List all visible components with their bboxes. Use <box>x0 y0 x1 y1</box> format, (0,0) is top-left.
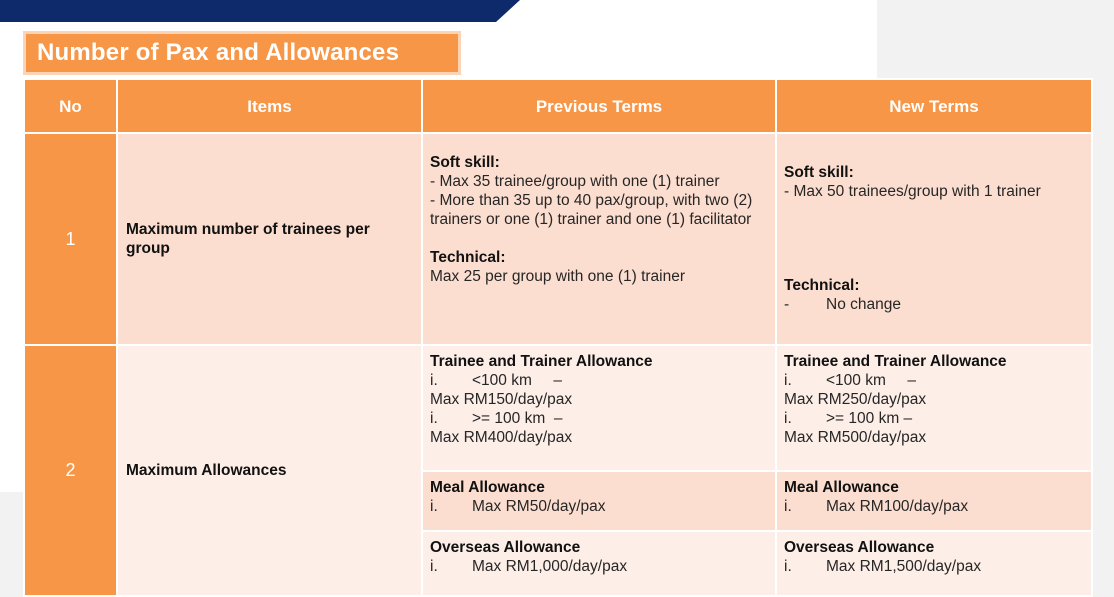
row-item <box>117 345 422 596</box>
item-label: Maximum Allowances <box>126 462 287 479</box>
technical-title: Technical: <box>784 277 860 294</box>
soft-skill-line: - Max 50 trainees/group with 1 trainer <box>784 183 1041 200</box>
previous-terms-cell <box>422 133 776 345</box>
allowance-value: Max RM500/day/pax <box>784 429 927 446</box>
soft-skill-line: - Max 35 trainee/group with one (1) trainer <box>430 173 720 190</box>
allowance-title: Trainee and Trainer Allowance <box>784 353 1007 370</box>
terms-table <box>23 78 1093 597</box>
technical-title: Technical: <box>430 249 506 266</box>
row-number: 2 <box>24 345 117 596</box>
new-terms-cell: Trainee and Trainer Allowance i. <100 km – Max RM250/day/pax i. >= 100 km – Max RM500/day/pax <box>776 345 1092 471</box>
allowance-value: Max RM400/day/pax <box>430 429 573 446</box>
slide-title: Number of Pax and Allowances <box>37 39 400 66</box>
allowance-title: Meal Allowance <box>784 479 899 496</box>
allowance-title: Trainee and Trainer Allowance <box>430 353 653 370</box>
row-item <box>117 133 422 345</box>
header-items: Items <box>117 79 422 133</box>
allowance-title: Overseas Allowance <box>784 539 935 556</box>
technical-line: - No change <box>784 296 901 313</box>
soft-skill-line: - More than 35 up to 40 pax/group, with two (2) trainers or one (1) trainer and one (1) facilitator <box>430 192 753 228</box>
background-panel-left <box>0 492 24 597</box>
previous-terms-cell: Trainee and Trainer Allowance i. <100 km – Max RM150/day/pax i. >= 100 km – Max RM400/day/pax <box>422 345 776 471</box>
header-previous-terms: Previous Terms <box>422 79 776 133</box>
soft-skill-title: Soft skill: <box>430 154 500 171</box>
allowance-title: Meal Allowance <box>430 479 545 496</box>
row-number: 1 <box>24 133 117 345</box>
new-terms-cell: Meal Allowance i. Max RM100/day/pax <box>776 471 1092 531</box>
table-row <box>24 133 1092 345</box>
allowance-value: Max RM250/day/pax <box>784 391 927 408</box>
item-label: Maximum number of trainees per group <box>126 221 370 257</box>
top-banner <box>0 0 520 22</box>
technical-line: Max 25 per group with one (1) trainer <box>430 268 686 285</box>
soft-skill-title: Soft skill: <box>784 164 854 181</box>
allowance-value: Max RM150/day/pax <box>430 391 573 408</box>
table-row <box>24 345 1092 471</box>
previous-terms-cell: Meal Allowance i. Max RM50/day/pax <box>422 471 776 531</box>
new-terms-cell <box>776 133 1092 345</box>
slide-title-box <box>23 31 461 75</box>
header-new-terms: New Terms <box>776 79 1092 133</box>
new-terms-cell: Overseas Allowance i. Max RM1,500/day/pax <box>776 531 1092 596</box>
previous-terms-cell: Overseas Allowance i. Max RM1,000/day/pax <box>422 531 776 596</box>
allowance-title: Overseas Allowance <box>430 539 581 556</box>
header-row <box>24 79 1092 133</box>
header-no: No <box>24 79 117 133</box>
